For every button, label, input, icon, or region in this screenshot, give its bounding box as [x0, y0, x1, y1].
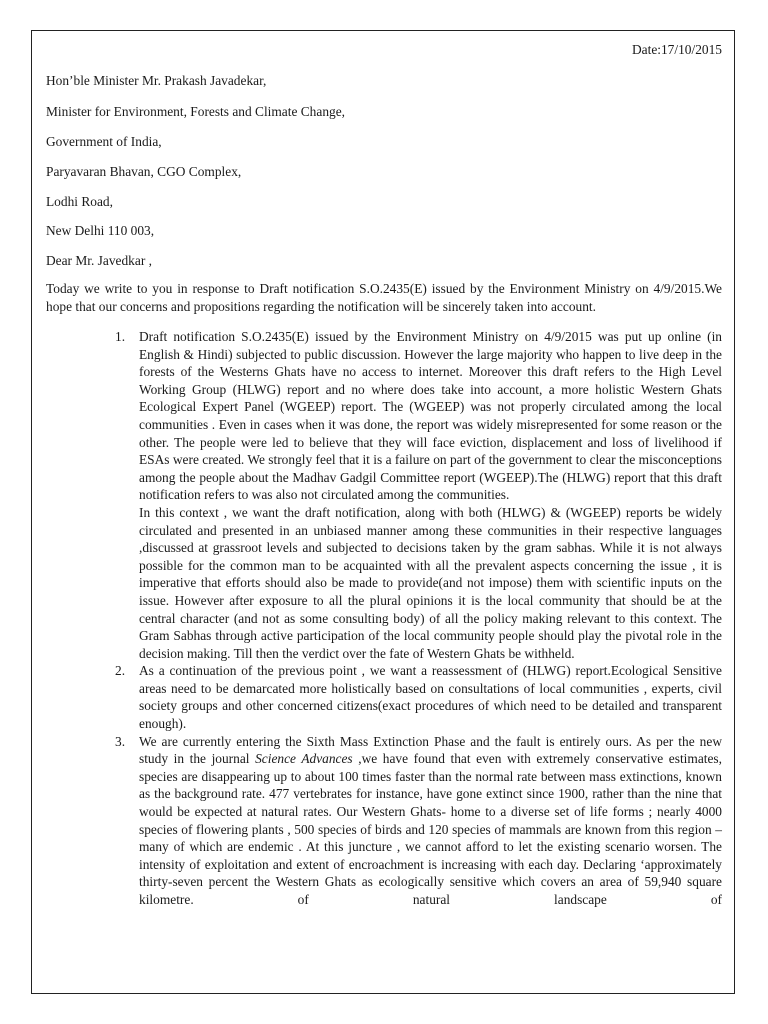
journal-name: Science Advances [255, 751, 353, 767]
intro-paragraph: Today we write to you in response to Draft notification S.O.2435(E) issued by the Environment Ministry on 4/9/2015.We hope that our concerns and propositions regarding the notification will be sincerely taken into account. [46, 281, 722, 314]
list-item-paragraph: As a continuation of the previous point , we want a reassessment of (HLWG) report.Ecological Sensitive areas need to be demarcated more holistically based on consultations of local communities , experts, civil society groups and other concerned citizens(exact procedures of which need to be detailed and transparent enough). [139, 663, 722, 732]
list-item [115, 662, 722, 732]
list-item-paragraph: Draft notification S.O.2435(E) issued by the Environment Ministry on 4/9/2015 was put up online (in English & Hindi) subjected to public discussion. However the large majority who happen to live deep in the forests of the Westerns Ghats have no access to internet. Moreover this draft refers to the High Level Working Group (HLWG) report and no where does take into account, a more holistic Western Ghats Ecological Expert Panel (WGEEP) report. The (WGEEP) was not properly circulated among the local communities . Even in cases when it was done, the report was widely misrepresented for some reason or the other. The people were led to believe that they will face eviction, displacement and loss of livelihood if ESAs were created. We strongly feel that it is a failure on part of the government to clear the misconceptions among the people about the Madhav Gadgil Committee report (WGEEP).The (HLWG) report that this draft notification refers to was also not circulated among the communities. [139, 329, 722, 503]
list-item-paragraph [139, 733, 722, 909]
salutation: Dear Mr. Javedkar , [46, 253, 152, 268]
list-item-paragraph: In this context , we want the draft notification, along with both (HLWG) & (WGEEP) reports be widely circulated and presented in an unbiased manner among these communities in their respective languages ,discussed at grassroot levels and subjected to decisions taken by the gram sabhas. While it is not always possible for the common man to be acquainted with all the prevalent aspects concerning the issue , it is imperative that efforts should also be made to provide(and not impose) them with scientific inputs on the issue. However after exposure to all the plural opinions it is the local community that should be at the central character (and not as some consulting body) of all the policy making relevant to this context. The Gram Sabhas through active participation of the local community people should play the pivotal role in the decision making. Till then the verdict over the fate of Western Ghats be withheld. [139, 504, 722, 661]
list-item [115, 733, 722, 909]
list-item [115, 328, 722, 662]
concerns-list [115, 328, 722, 909]
paragraph-text: ,we have found that even with extremely conservative estimates, species are disappearing up to about 100 times faster than the normal rate between mass extinctions, known as the background rate. 477 vertebrates for instance, have gone extinct since 1900, rather than the nine that would be expected at natural rates. Our Western Ghats- home to a diverse set of life forms ; nearly 4000 species of flowering plants , 500 species of birds and 120 species of mammals are known from this region – many of which are endemic . At this juncture , we cannot afford to let the existing scenario worsen. The intensity of exploitation and extent of encroachment is increasing with each day. Declaring ‘approximately thirty-seven percent the Western Ghats as ecologically sensitive which covers an area of 59,940 square kilometre. of natural landscape of [139, 751, 722, 907]
list-item-number: 2. [115, 663, 126, 679]
recipient-road: Lodhi Road, [46, 194, 113, 209]
recipient-government: Government of India, [46, 134, 162, 149]
recipient-building: Paryavaran Bhavan, CGO Complex, [46, 164, 242, 179]
recipient-city: New Delhi 110 003, [46, 223, 155, 238]
paragraph-text: We are currently entering the Sixth Mass Extinction Phase and the fault is entirely ours. As per the new study in the journal [139, 733, 722, 767]
recipient-name: Hon’ble Minister Mr. Prakash Javadekar, [46, 73, 267, 88]
list-item-number: 3. [115, 733, 126, 749]
letter-date: Date:17/10/2015 [631, 42, 722, 57]
list-item-number: 1. [115, 329, 126, 344]
recipient-title: Minister for Environment, Forests and Climate Change, [46, 104, 346, 119]
